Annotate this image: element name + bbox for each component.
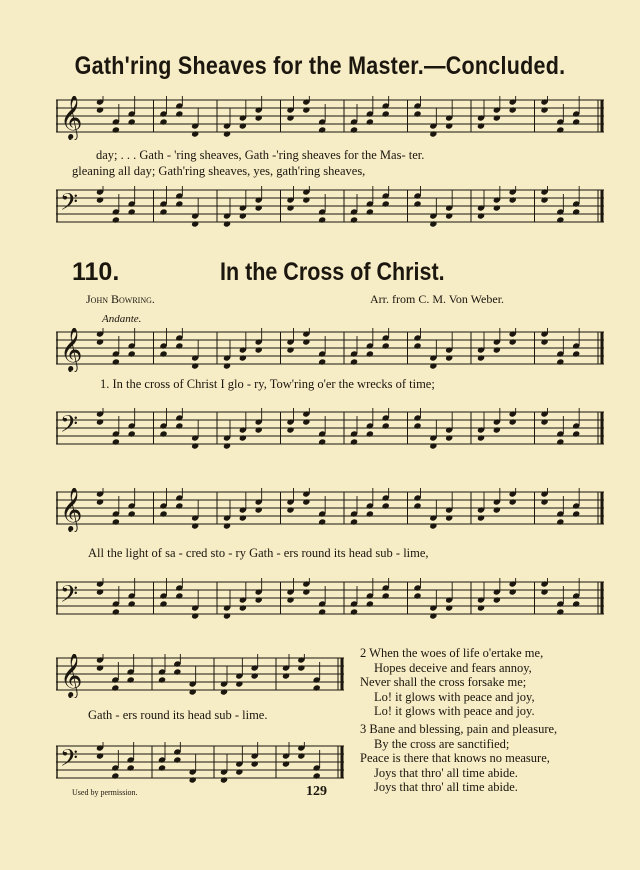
staff-hymn-bass-1: [56, 408, 606, 452]
top-lyric-line-2: gleaning all day; Gath'ring sheaves, yes, gath'ring sheaves,: [72, 164, 366, 178]
hymn-lyric-line-3: Gath - ers round its head sub - lime.: [88, 708, 268, 722]
verse-line: By the cross are sanctified;: [374, 736, 510, 751]
svg-text:𝄢: 𝄢: [60, 188, 79, 221]
hymn-lyric-line-2: All the light of sa - cred sto - ry Gath - ers round its head sub - lime,: [88, 546, 429, 560]
hymn-author: John Bowring.: [86, 292, 155, 306]
verse-line: 3 Bane and blessing, pain and pleasure,: [360, 722, 558, 736]
staff-top-bass: [56, 186, 606, 230]
permission-note: Used by permission.: [72, 788, 138, 797]
top-lyric-line-1: day; . . . Gath - 'ring sheaves, Gath -'ring sheaves for the Mas- ter.: [96, 148, 425, 162]
verse-2: [360, 646, 543, 719]
page-number: 129: [306, 784, 327, 799]
hymn-arranger: Arr. from C. M. Von Weber.: [370, 292, 505, 306]
svg-text:𝄞: 𝄞: [60, 328, 83, 371]
svg-text:𝄢: 𝄢: [60, 410, 79, 443]
svg-text:𝄢: 𝄢: [60, 580, 79, 613]
verse-line: Joys that thro' all time abide.: [374, 780, 518, 795]
svg-text:𝄢: 𝄢: [60, 744, 79, 777]
hymn-lyric-line-1: 1. In the cross of Christ I glo - ry, Tow'ring o'er the wrecks of time;: [100, 377, 435, 391]
verse-line: Lo! it glows with peace and joy,: [374, 689, 535, 704]
staff-top-treble: [56, 96, 606, 140]
svg-text:𝄞: 𝄞: [60, 654, 83, 697]
top-section-title: Gath'ring Sheaves for the Master.—Concluded.: [74, 52, 566, 80]
svg-text:𝄞: 𝄞: [60, 96, 83, 139]
verse-line: Hopes deceive and fears annoy,: [374, 660, 532, 675]
verse-line: Joys that thro' all time abide.: [374, 765, 518, 780]
verse-3: [360, 722, 557, 795]
staff-hymn-treble-1: [56, 328, 606, 372]
verse-line: Peace is there that knows no measure,: [360, 751, 550, 766]
tempo-marking: Andante.: [102, 313, 142, 325]
hymn-number: 110.: [72, 258, 120, 286]
staff-hymn-bass-2: [56, 578, 606, 622]
verse-line: 2 When the woes of life o'ertake me,: [360, 646, 544, 660]
staff-hymn-bass-3: [56, 742, 346, 786]
hymn-title: In the Cross of Christ.: [220, 258, 445, 286]
svg-text:𝄞: 𝄞: [60, 488, 83, 531]
verse-line: Never shall the cross forsake me;: [360, 675, 527, 690]
staff-hymn-treble-2: [56, 488, 606, 532]
staff-hymn-treble-3: [56, 654, 346, 698]
verse-line: Lo! it glows with peace and joy.: [374, 704, 535, 719]
